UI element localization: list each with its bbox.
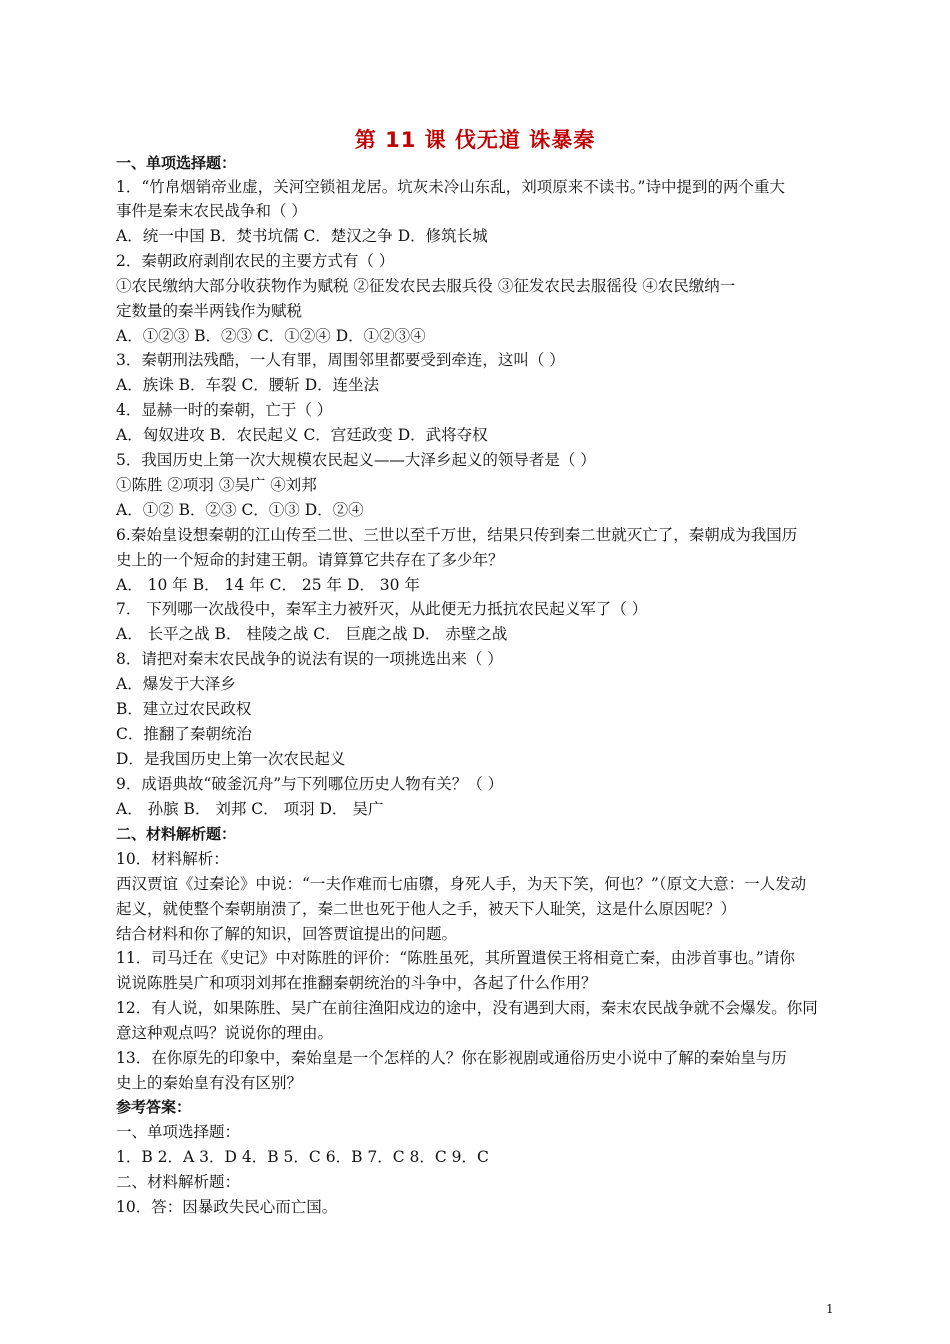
text-line: A．匈奴进攻 B．农民起义 C．宫廷政变 D．武将夺权 — [116, 426, 488, 444]
text-line: ①农民缴纳大部分收获物作为赋税 ②征发农民去服兵役 ③征发农民去服徭役 ④农民缴纳一 — [116, 277, 736, 295]
text-line: 1．“竹帛烟销帝业虚，关河空锁祖龙居。坑灰未冷山东乱，刘项原来不读书。”诗中提到的两个重大 — [116, 178, 785, 196]
text-line: 说说陈胜吴广和项羽刘邦在推翻秦朝统治的斗争中，各起了什么作用？ — [116, 974, 597, 992]
text-line: 意这种观点吗？说说你的理由。 — [116, 1024, 334, 1042]
text-line: C．推翻了秦朝统治 — [116, 725, 252, 743]
text-line: 史上的秦始皇有没有区别？ — [116, 1074, 303, 1092]
text-line: 8．请把对秦末农民战争的说法有误的一项挑选出来（ ） — [116, 650, 503, 668]
text-line: 11．司马迁在《史记》中对陈胜的评价：“陈胜虽死，其所置遣侯王将相竟亡秦，由涉首事也。”请你 — [116, 949, 795, 967]
text-line: A．族诛 B．车裂 C．腰斩 D．连坐法 — [116, 376, 380, 394]
text-line: 一、单项选择题： — [116, 1123, 241, 1141]
text-line: 13．在你原先的印象中，秦始皇是一个怎样的人？你在影视剧或通俗历史小说中了解的秦始皇与历 — [116, 1049, 787, 1067]
text-line: A． 孙膑 B． 刘邦 C． 项羽 D． 吴广 — [116, 800, 384, 818]
text-line: 10．材料解析： — [116, 850, 229, 868]
text-line: 定数量的秦半两钱作为赋税 — [116, 302, 303, 320]
text-line: 4．显赫一时的秦朝，亡于（ ） — [116, 401, 333, 419]
text-line: 6.秦始皇设想秦朝的江山传至二世、三世以至千万世，结果只传到秦二世就灭亡了，秦朝成为我国历 — [116, 526, 798, 544]
text-line: 3．秦朝刑法残酷，一人有罪，周围邻里都要受到牵连，这叫（ ） — [116, 351, 565, 369]
text-line: 事件是秦末农民战争和（ ） — [116, 202, 307, 220]
text-line: 起义，就使整个秦朝崩溃了，秦二世也死于他人之手，被天下人耻笑，这是什么原因呢？） — [116, 900, 737, 918]
text-line: 1．B 2．A 3．D 4．B 5．C 6．B 7．C 8．C 9．C — [116, 1148, 489, 1166]
text-line: A． 10 年 B． 14 年 C． 25 年 D． 30 年 — [116, 576, 420, 594]
section-heading: 一、单项选择题： — [116, 154, 237, 172]
document-title: 第 11 课 伐无道 诛暴秦 — [354, 128, 596, 152]
text-line: 二、材料解析题： — [116, 1173, 241, 1191]
text-line: A．①② B．②③ C．①③ D．②④ — [116, 501, 364, 519]
text-line: A．统一中国 B．焚书坑儒 C．楚汉之争 D．修筑长城 — [116, 227, 488, 245]
text-line: B．建立过农民政权 — [116, 700, 252, 718]
text-line: A．①②③ B．②③ C．①②④ D．①②③④ — [116, 327, 426, 345]
text-line: 10．答：因暴政失民心而亡国。 — [116, 1198, 338, 1216]
text-line: 结合材料和你了解的知识，回答贾谊提出的问题。 — [116, 925, 458, 943]
text-line: A．爆发于大泽乡 — [116, 675, 236, 693]
text-line: ①陈胜 ②项羽 ③吴广 ④刘邦 — [116, 476, 317, 494]
page-number: 1 — [826, 1302, 834, 1316]
text-line: 12．有人说，如果陈胜、吴广在前往渔阳戍边的途中，没有遇到大雨，秦末农民战争就不会爆发。你同 — [116, 999, 818, 1017]
text-line: A． 长平之战 B． 桂陵之战 C． 巨鹿之战 D． 赤壁之战 — [116, 625, 508, 643]
text-line: 2．秦朝政府剥削农民的主要方式有（ ） — [116, 252, 395, 270]
text-line: 西汉贾谊《过秦论》中说：“一夫作难而七庙隳，身死人手，为天下笑，何也？”（原文大意：一人发动 — [116, 875, 807, 893]
text-line: 7． 下列哪一次战役中，秦军主力被歼灭，从此便无力抵抗农民起义军了（ ） — [116, 600, 648, 618]
section-heading: 参考答案： — [116, 1098, 192, 1116]
text-line: 5．我国历史上第一次大规模农民起义——大泽乡起义的领导者是（ ） — [116, 451, 596, 469]
text-line: D．是我国历史上第一次农民起义 — [116, 750, 346, 768]
text-line: 史上的一个短命的封建王朝。请算算它共存在了多少年？ — [116, 551, 504, 569]
text-line: 9．成语典故“破釜沉舟”与下列哪位历史人物有关？（ ） — [116, 775, 504, 793]
section-heading: 二、材料解析题： — [116, 825, 237, 843]
